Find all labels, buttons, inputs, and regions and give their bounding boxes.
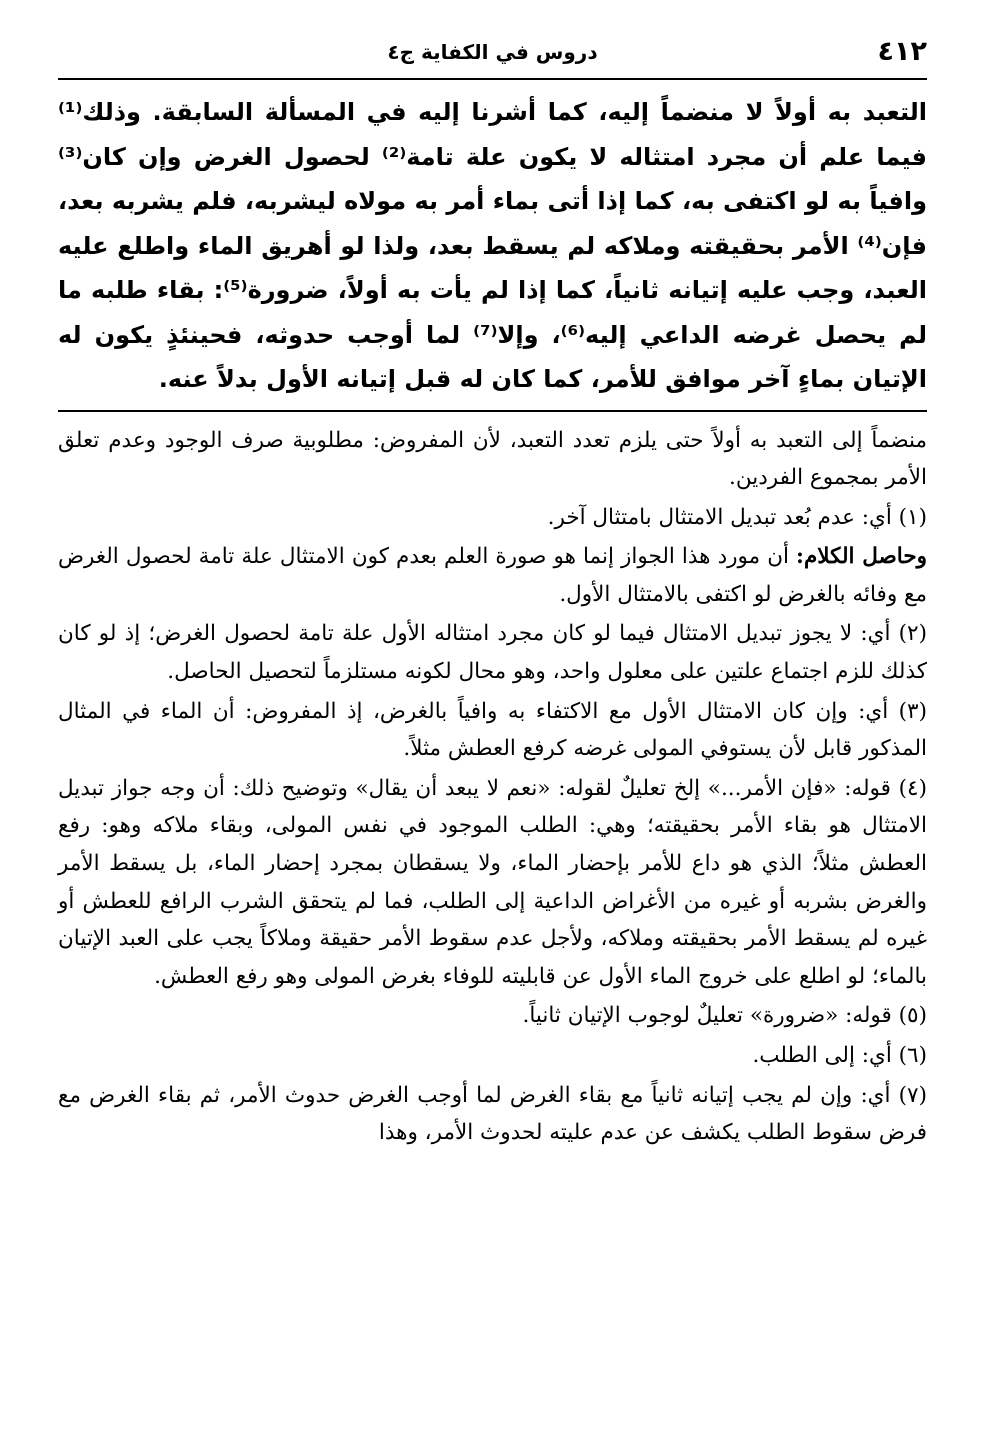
footnote-divider xyxy=(58,410,927,412)
footnote-6: (٦) أي: إلى الطلب. xyxy=(752,1043,927,1068)
running-title: دروس في الكفاية ج٤ xyxy=(387,40,598,64)
footnote-continuation: منضماً إلى التعبد به أولاً حتى يلزم تعدد التعبد، لأن المفروض: مطلوبية صرف الوجود وعدم تعلق الأمر بمجموع الفردين. xyxy=(58,427,927,491)
page-header xyxy=(58,34,927,80)
book-page xyxy=(58,34,927,1434)
footnote-7: (٧) أي: وإن لم يجب إتيانه ثانياً مع بقاء الغرض لما أوجب الغرض حدوث الأمر، ثم بقاء الغرض مع فرض سقوط الطلب يكشف عن عدم عليته لحدوث الأمر، وهذا xyxy=(58,1082,927,1146)
footnote-4: (٤) قوله: «فإن الأمر...» إلخ تعليلٌ لقوله: «نعم لا يبعد أن يقال» وتوضيح ذلك: أن وجه جواز تبديل الامتثال هو بقاء الأمر بحقيقته؛ وهي: الطلب الموجود في نفس المولى، وبقاء ملاكه وهو: رفع العطش مثلاً؛ الذي هو داع للأمر بإحضار الماء، ولا يسقطان بمجرد إحضار الماء، بل يسقط الأمر والغرض بشربه أو غيره من الأغراض الداعية إلى الطلب، فما لم يتحقق الشرب الرافع للعطش أو غيره لم يسقط الأمر بحقيقته وملاكه، ولأجل عدم سقوط الأمر حقيقة وملاكاً يجب على العبد الإتيان بالماء؛ لو اطلع على خروج الماء الأول عن قابليته للوفاء بغرض المولى وهو رفع العطش. xyxy=(58,775,927,989)
summary-lead: وحاصل الكلام: xyxy=(796,544,927,570)
summary-text: أن مورد هذا الجواز إنما هو صورة العلم بعدم كون الامتثال علة تامة لحصول الغرض مع وفائه بالغرض لو اكتفى بالامتثال الأول. xyxy=(58,544,927,607)
footnote-1: (١) أي: عدم بُعد تبديل الامتثال بامتثال آخر. xyxy=(547,504,927,530)
footnote-5: (٥) قوله: «ضرورة» تعليلٌ لوجوب الإتيان ثانياً. xyxy=(522,1003,927,1029)
main-text-body: التعبد به أولاً لا منضماً إليه، كما أشرنا إليه في المسألة السابقة. وذلك⁽¹⁾ فيما علم أن مجرد امتثاله لا يكون علة تامة⁽²⁾ لحصول الغرض وإن كان⁽³⁾ وافياً به لو اكتفى به، كما إذا أتى بماء أمر به مولاه ليشربه، فلم يشربه بعد، فإن⁽⁴⁾ الأمر بحقيقته وملاكه لم يسقط بعد، ولذا لو أهريق الماء واطلع عليه العبد، وجب عليه إتيانه ثانياً، كما إذا لم يأت به أولاً، ضرورة⁽⁵⁾: بقاء طلبه ما لم يحصل غرضه الداعي إليه⁽⁶⁾، وإلا⁽⁷⁾ لما أوجب حدوثه، فحينئذٍ يكون له الإتيان بماءٍ آخر موافق للأمر، كما كان له قبل إتيانه الأول بدلاً عنه. xyxy=(58,98,927,393)
footnotes-section xyxy=(58,422,927,1152)
page-number: ٤١٢ xyxy=(877,36,927,67)
footnote-3: (٣) أي: وإن كان الامتثال الأول مع الاكتفاء به وافياً بالغرض، إذ المفروض: أن الماء في المثال المذكور قابل لأن يستوفي المولى غرضه كرفع العطش مثلاً. xyxy=(58,698,927,762)
footnote-2: (٢) أي: لا يجوز تبديل الامتثال فيما لو كان مجرد امتثاله الأول علة تامة لحصول الغرض؛ إذ لو كان كذلك للزم اجتماع علتين على معلول واحد، وهو محال لكونه مستلزماً لتحصيل الحاصل. xyxy=(58,621,927,685)
footnote-summary xyxy=(58,538,927,613)
